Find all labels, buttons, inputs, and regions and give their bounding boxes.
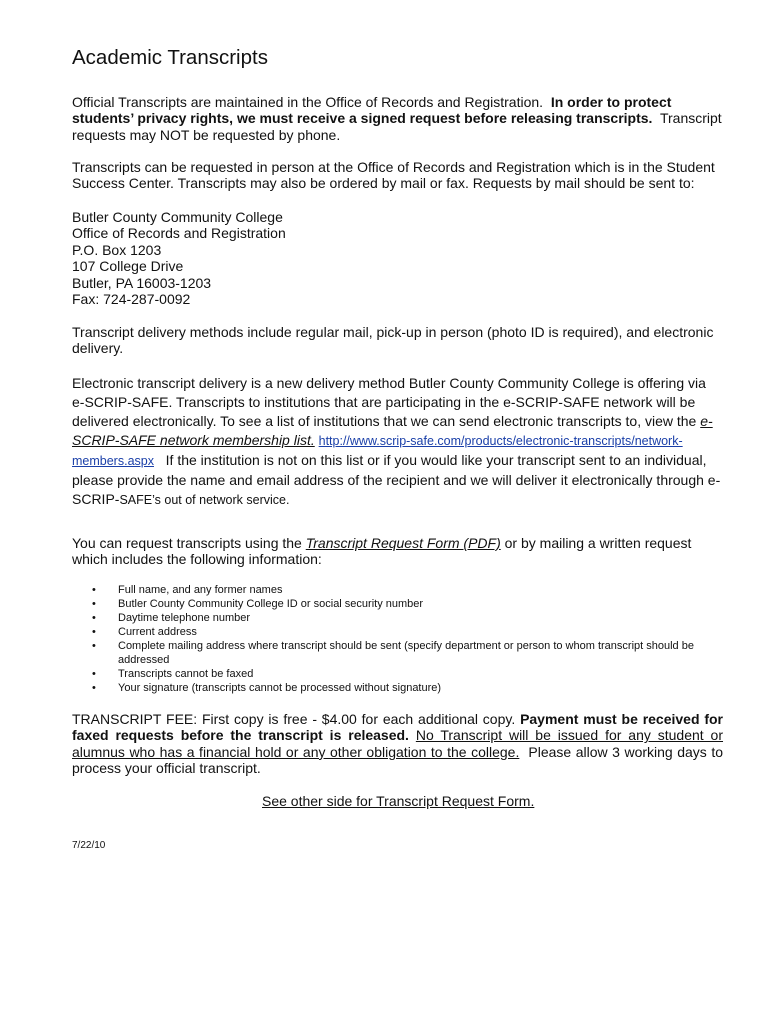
fee-paragraph (72, 711, 723, 777)
list-item: • Transcripts cannot be faxed (92, 668, 254, 680)
electronic-text: Electronic transcript delivery is a new delivery method Butler County Community College is offering via e-SCRIP-SAFE. Transcripts to institutions that are participating in the e-SCRIP-SAFE network will be delivered electronically. To see a list of institutions that we can send electronic transcripts to, view the (72, 375, 706, 429)
address-line: Office of Records and Registration (72, 225, 286, 242)
required-info-list (92, 583, 732, 695)
address-line: P.O. Box 1203 (72, 241, 162, 258)
in-person-paragraph: Transcripts can be requested in person at the Office of Records and Registration which is in the Student Success Center. Transcripts may also be ordered by mail or fax. Requests by mail should be sent to: (72, 159, 715, 192)
electronic-paragraph (72, 374, 722, 510)
list-item: • Complete mailing address where transcript should be sent (specify department or person to whom transcript should be addressed (92, 640, 694, 666)
fax-line: Fax: 724-287-0092 (72, 291, 191, 308)
transcript-request-form-link[interactable]: Transcript Request Form (PDF) (305, 535, 501, 551)
address-line: Butler County Community College (72, 209, 283, 225)
intro-paragraph (72, 94, 722, 143)
intro-phone-note: Transcript requests may NOT be requested by phone. (72, 110, 722, 143)
list-item: • Daytime telephone number (92, 612, 251, 624)
list-item: • Your signature (transcripts cannot be processed without signature) (92, 682, 442, 694)
list-item: • Butler County Community College ID or social security number (92, 598, 424, 610)
mailing-address (72, 209, 286, 307)
intro-bold-text: In order to protect students’ privacy rights, we must receive a signed request before releasing transcripts. (72, 94, 672, 127)
fee-bold-text: Payment must be received for faxed requests before the transcript is released. (72, 711, 724, 744)
delivery-paragraph: Transcript delivery methods include regular mail, pick-up in person (photo ID is required), and electronic delivery. (72, 324, 714, 357)
out-of-network-text: SAFE’s out of network service. (119, 493, 290, 507)
page-title: Academic Transcripts (72, 46, 268, 69)
see-other-side-note: See other side for Transcript Request Form. (262, 793, 535, 809)
fee-text: TRANSCRIPT FEE: First copy is free - $4.00 for each additional copy. (72, 711, 516, 727)
address-line: 107 College Drive (72, 258, 184, 275)
request-text: You can request transcripts using the (72, 535, 302, 551)
intro-text: Official Transcripts are maintained in the Office of Records and Registration. (72, 94, 544, 110)
list-item: • Current address (92, 626, 197, 638)
processing-time-text: Please allow 3 working days to process your official transcript. (72, 743, 724, 777)
membership-list-link[interactable]: e-SCRIP-SAFE network membership list. (72, 413, 713, 448)
request-text-continued: or by mailing a written request which includes the following information: (72, 535, 692, 568)
document-date: 7/22/10 (72, 840, 106, 851)
electronic-individual-text: If the institution is not on this list or if you would like your transcript sent to an individual, please provide the name and email address of the recipient and we will deliver it electronically through e-SCRIP- (72, 452, 721, 507)
scrip-safe-url-link[interactable]: http://www.scrip-safe.com/products/electronic-transcripts/network-members.aspx (72, 434, 683, 468)
list-item: • Full name, and any former names (92, 584, 283, 596)
address-line: Butler, PA 16003-1203 (72, 274, 212, 291)
financial-hold-text: No Transcript will be issued for any student or alumnus who has a financial hold or any other obligation to the college. (72, 727, 724, 760)
request-paragraph (72, 535, 722, 568)
